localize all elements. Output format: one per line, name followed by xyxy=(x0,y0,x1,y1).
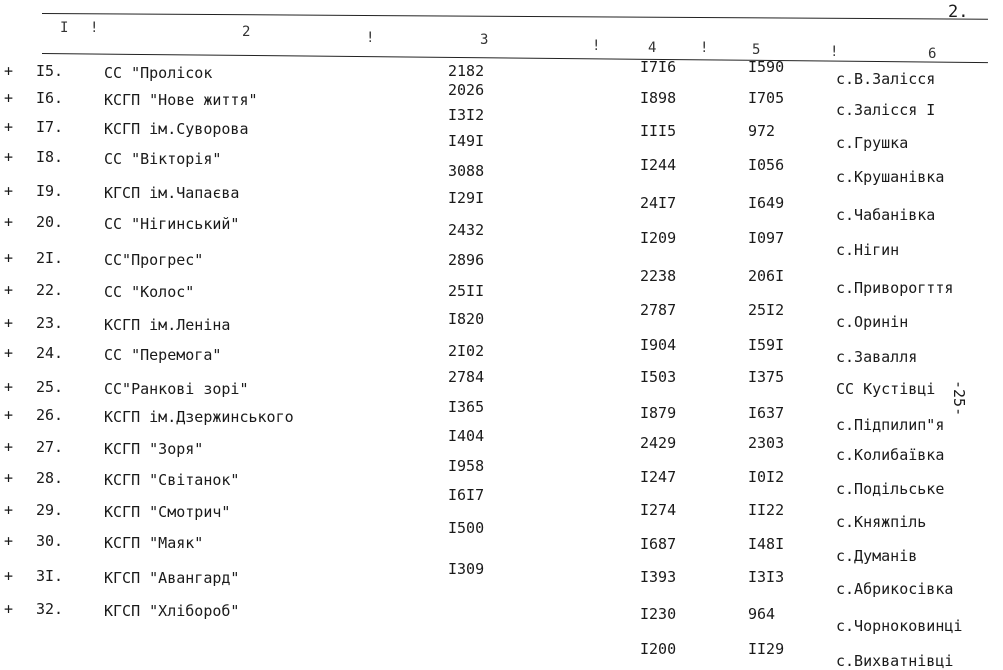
cell-c6: СС Кустівці xyxy=(836,380,936,398)
cell-c4: I687 xyxy=(640,535,677,553)
cell-num: I9. xyxy=(36,182,64,200)
cell-c6: с.Подільське xyxy=(836,480,945,498)
cell-num: I8. xyxy=(36,148,64,166)
cell-mark: + xyxy=(4,281,14,299)
cell-num: 27. xyxy=(36,438,64,456)
cell-name: КСГП ім.Леніна xyxy=(104,316,231,334)
cell-c6: с.Думанів xyxy=(836,547,918,565)
cell-c5: I0I2 xyxy=(748,468,785,486)
cell-num: 24. xyxy=(36,344,64,362)
cell-c6: с.Вихватнівці xyxy=(836,652,954,670)
cell-c5: II22 xyxy=(748,501,785,519)
cell-num: 23. xyxy=(36,314,64,332)
cell-c3: I500 xyxy=(448,519,485,537)
cell-c3: I365 xyxy=(448,398,485,416)
cell-c3: 2182 xyxy=(448,62,485,80)
cell-name: КГСП ім.Чапаєва xyxy=(104,184,240,202)
cell-c4: I230 xyxy=(640,605,677,623)
cell-name: СС"Ранкові зорі" xyxy=(104,380,249,398)
cell-mark: + xyxy=(4,469,14,487)
cell-c6: с.Оринін xyxy=(836,313,909,331)
cell-name: СС "Вікторія" xyxy=(104,150,222,168)
cell-c4: III5 xyxy=(640,122,677,140)
cell-c5: I637 xyxy=(748,404,785,422)
cell-mark: + xyxy=(4,378,14,396)
cell-c3: I958 xyxy=(448,457,485,475)
cell-name: КГСП "Хлібороб" xyxy=(104,602,240,620)
cell-name: КСГП "Нове життя" xyxy=(104,91,258,109)
header-col-1: I xyxy=(60,20,69,36)
cell-mark: + xyxy=(4,213,14,231)
cell-c3: I3I2 xyxy=(448,106,485,124)
header-col-5: 5 xyxy=(752,42,761,58)
cell-mark: + xyxy=(4,567,14,585)
cell-mark: + xyxy=(4,62,14,80)
cell-c5: I59I xyxy=(748,336,785,354)
cell-c4: 2787 xyxy=(640,301,677,319)
cell-num: 2I. xyxy=(36,249,64,267)
cell-c5: 964 xyxy=(748,605,776,623)
cell-c4: I879 xyxy=(640,404,677,422)
cell-c5: I590 xyxy=(748,58,785,76)
cell-c4: I904 xyxy=(640,336,677,354)
cell-c5: I056 xyxy=(748,156,785,174)
cell-c4: I274 xyxy=(640,501,677,519)
cell-c4: I244 xyxy=(640,156,677,174)
cell-num: 3I. xyxy=(36,567,64,585)
cell-c3: 25II xyxy=(448,282,485,300)
cell-c4: 2238 xyxy=(640,267,677,285)
cell-num: 20. xyxy=(36,213,64,231)
cell-c6: с.Крушанівка xyxy=(836,168,945,186)
cell-c5: I649 xyxy=(748,194,785,212)
cell-c3: I404 xyxy=(448,427,485,445)
cell-c6: с.Колибаївка xyxy=(836,446,945,464)
cell-mark: + xyxy=(4,148,14,166)
cell-c5: I097 xyxy=(748,229,785,247)
header-col-3: 3 xyxy=(480,32,489,48)
cell-c3: I820 xyxy=(448,310,485,328)
cell-c5: 25I2 xyxy=(748,301,785,319)
cell-c3: I6I7 xyxy=(448,486,485,504)
cell-c6: с.Підпилип"я xyxy=(836,416,945,434)
cell-name: СС "Пролісок xyxy=(104,64,213,82)
cell-c4: I898 xyxy=(640,89,677,107)
cell-c6: с.В.Залісся xyxy=(836,70,936,88)
cell-c4: I209 xyxy=(640,229,677,247)
cell-mark: + xyxy=(4,532,14,550)
header-col-2: 2 xyxy=(242,24,251,40)
cell-num: I7. xyxy=(36,118,64,136)
cell-c3: 2784 xyxy=(448,368,485,386)
side-page-number: -25- xyxy=(950,380,968,417)
cell-name: КГСП "Авангард" xyxy=(104,569,240,587)
cell-c3: 2I02 xyxy=(448,342,485,360)
cell-c3: I49I xyxy=(448,132,485,150)
header-sep: ! xyxy=(700,40,709,56)
page-number: 2. xyxy=(948,2,969,22)
header-sep: ! xyxy=(90,20,99,36)
cell-c3: 2896 xyxy=(448,251,485,269)
cell-mark: + xyxy=(4,344,14,362)
cell-c5: 972 xyxy=(748,122,776,140)
cell-c6: с.Княжпіль xyxy=(836,513,927,531)
cell-c5: II29 xyxy=(748,640,785,658)
cell-mark: + xyxy=(4,118,14,136)
cell-name: КСГП "Маяк" xyxy=(104,534,204,552)
cell-c6: с.Приворогття xyxy=(836,279,954,297)
cell-name: СС"Прогрес" xyxy=(104,251,204,269)
cell-c4: I247 xyxy=(640,468,677,486)
cell-c4: I393 xyxy=(640,568,677,586)
cell-c6: с.Залісся I xyxy=(836,101,936,119)
cell-c5: I3I3 xyxy=(748,568,785,586)
cell-num: I6. xyxy=(36,89,64,107)
cell-c3: I309 xyxy=(448,560,485,578)
cell-c4: 2429 xyxy=(640,434,677,452)
cell-name: КСГП ім.Суворова xyxy=(104,120,249,138)
cell-num: 22. xyxy=(36,281,64,299)
cell-mark: + xyxy=(4,406,14,424)
cell-name: КСГП "Смотрич" xyxy=(104,503,231,521)
cell-c4: I200 xyxy=(640,640,677,658)
cell-name: СС "Колос" xyxy=(104,283,195,301)
cell-num: 25. xyxy=(36,378,64,396)
cell-c5: I705 xyxy=(748,89,785,107)
cell-c4: 24I7 xyxy=(640,194,677,212)
cell-num: 28. xyxy=(36,469,64,487)
cell-name: СС "Нігинський" xyxy=(104,215,240,233)
cell-name: СС "Перемога" xyxy=(104,346,222,364)
header-sep: ! xyxy=(830,44,839,60)
top-rule xyxy=(42,13,988,20)
cell-c6: с.Чорноковинці xyxy=(836,617,963,635)
cell-mark: + xyxy=(4,600,14,618)
cell-c3: I29I xyxy=(448,189,485,207)
cell-c5: I48I xyxy=(748,535,785,553)
cell-c6: с.Грушка xyxy=(836,134,909,152)
cell-c6: с.Чабанівка xyxy=(836,206,936,224)
header-col-6: 6 xyxy=(928,46,937,62)
cell-name: КСГП "Світанок" xyxy=(104,471,240,489)
cell-name: КСГП "Зоря" xyxy=(104,440,204,458)
cell-c3: 3088 xyxy=(448,162,485,180)
cell-num: 32. xyxy=(36,600,64,618)
cell-c5: 2303 xyxy=(748,434,785,452)
cell-c5: I375 xyxy=(748,368,785,386)
cell-c6: с.Нігин xyxy=(836,241,900,259)
cell-c6: с.Завалля xyxy=(836,348,918,366)
header-sep: ! xyxy=(592,38,601,54)
cell-c3: 2432 xyxy=(448,221,485,239)
cell-num: 26. xyxy=(36,406,64,424)
cell-mark: + xyxy=(4,314,14,332)
cell-mark: + xyxy=(4,182,14,200)
cell-c6: с.Абрикосівка xyxy=(836,580,954,598)
cell-c5: 206I xyxy=(748,267,785,285)
cell-num: 30. xyxy=(36,532,64,550)
cell-c4: I503 xyxy=(640,368,677,386)
cell-mark: + xyxy=(4,501,14,519)
cell-mark: + xyxy=(4,438,14,456)
cell-num: 29. xyxy=(36,501,64,519)
table-row xyxy=(0,81,1003,119)
cell-mark: + xyxy=(4,89,14,107)
cell-name: КСГП ім.Дзержинського xyxy=(104,408,294,426)
table-row xyxy=(0,58,1003,92)
cell-c4: I7I6 xyxy=(640,58,677,76)
cell-mark: + xyxy=(4,249,14,267)
cell-c3: 2026 xyxy=(448,81,485,99)
header-col-4: 4 xyxy=(648,40,657,56)
header-sep: ! xyxy=(366,30,375,46)
cell-num: I5. xyxy=(36,62,64,80)
